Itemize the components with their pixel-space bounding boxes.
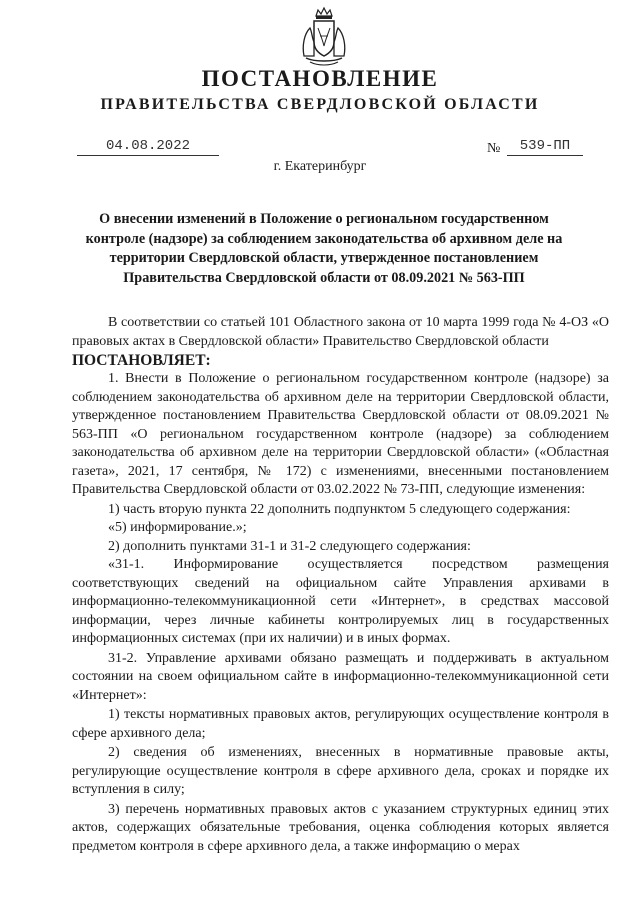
preamble-paragraph: В соответствии со статьей 101 Областного закона от 10 марта 1999 года № 4-ОЗ «О правовых актах в Свердловской области» Правительство Свердловской области — [72, 315, 609, 349]
body-paragraph: 2) дополнить пунктами 31-1 и 31-2 следующего содержания: — [108, 538, 471, 554]
document-title: ПОСТАНОВЛЕНИЕ — [201, 66, 439, 91]
body-paragraph: 1) часть вторую пункта 22 дополнить подпунктом 5 следующего содержания: — [108, 501, 571, 517]
number-label: № — [487, 141, 501, 156]
body-paragraph: 1. Внести в Положение о региональном государственном контроле (надзоре) за соблюдением законодательства об архивном деле на территории Свердловской области, утвержденное постановлением Правительства Свердловской области от 08.09.2021 № 563-ПП «О региональном государственном контроле (надзоре) за соблюдением законодательства об архивном деле на территории Свердловской области» («Областная газета», 2021, 17 сентября, № 172) с изменениями, внесенными постановлением Правительства Свердловской области от 03.02.2022 № 73-ПП, следующие изменения: — [72, 371, 609, 497]
resolves-heading: ПОСТАНОВЛЯЕТ: — [72, 352, 211, 369]
document-number: 539-ПП — [507, 138, 583, 156]
body-paragraph: «5) информирование.»; — [108, 520, 247, 535]
document-body — [72, 314, 609, 856]
body-paragraph: 31-2. Управление архивами обязано размещать и поддерживать в актуальном состоянии на своем официальном сайте в информационно-телекоммуникационной сети «Интернет»: — [72, 650, 609, 703]
document-date: 04.08.2022 — [77, 138, 219, 156]
issuing-authority: ПРАВИТЕЛЬСТВА СВЕРДЛОВСКОЙ ОБЛАСТИ — [100, 96, 540, 113]
sverdlovsk-coat-of-arms-icon — [298, 6, 350, 68]
body-paragraph: 2) сведения об изменениях, внесенных в нормативные правовые акты, регулирующие осуществление контроля в сфере архивного дела, сроках и порядке их вступления в силу; — [72, 745, 609, 797]
document-subject: О внесении изменений в Положение о региональном государственном контроле (надзоре) за соблюдением законодательства об архивном деле на территории Свердловской области, утвержденное постановлением Правительства Свердловской области от 08.09.2021 № 563-ПП — [85, 211, 563, 286]
body-paragraph: 1) тексты нормативных правовых актов, регулирующих осуществление контроля в сфере архивного дела; — [72, 707, 609, 741]
body-paragraph: «31-1. Информирование осуществляется посредством размещения соответствующих сведений на официальном сайте Управления архивами в информационно-телекоммуникационной сети «Интернет», в средствах массовой информации, через личные кабинеты контролируемых лиц в государственных информационных системах (при их наличии) и в иных формах. — [72, 557, 609, 646]
body-paragraph: 3) перечень нормативных правовых актов с указанием структурных единиц этих актов, содержащих обязательные требования, оценка соблюдения которых является предметом контроля в сфере архивного дела, а также информацию о мерах — [72, 801, 609, 854]
city: г. Екатеринбург — [273, 159, 367, 174]
